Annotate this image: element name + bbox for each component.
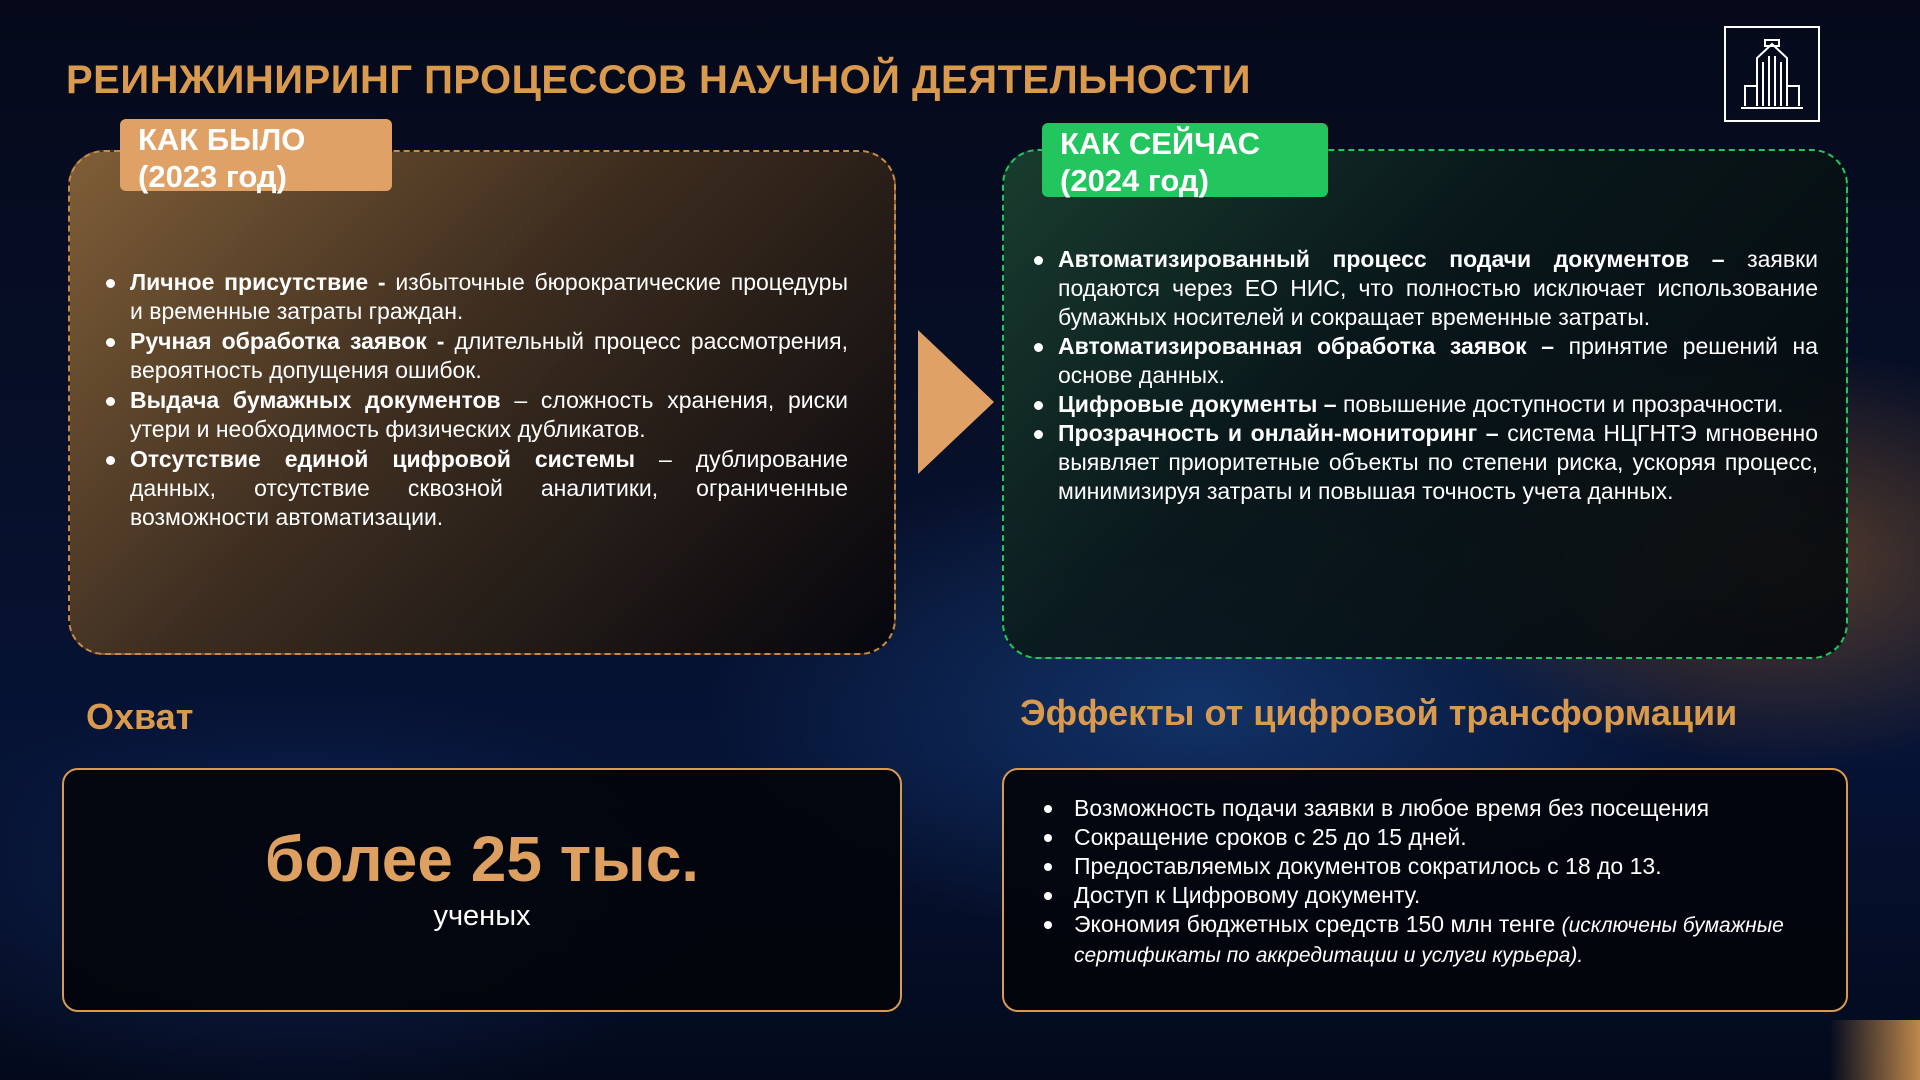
- building-logo-icon: [1724, 26, 1820, 122]
- item-bold: Личное присутствие -: [130, 269, 386, 295]
- coverage-heading: Охват: [86, 696, 194, 737]
- item-bold: Прозрачность и онлайн-мониторинг –: [1058, 420, 1499, 446]
- after-tag: [1042, 123, 1328, 197]
- item-bold: Выдача бумажных документов: [130, 387, 501, 413]
- item-note: (исключены бумажные сертификаты по аккредитации и услуги курьера).: [1074, 914, 1784, 967]
- list-item: Доступ к Цифровому документу.: [1038, 881, 1838, 910]
- list-item: [102, 445, 848, 532]
- list-item: [102, 327, 848, 385]
- before-tag-year: (2023 год): [138, 159, 287, 194]
- list-item: Предоставляемых документов сократилось с 18 до 13.: [1038, 852, 1838, 881]
- list-item: [1038, 910, 1838, 970]
- list-item: [102, 268, 848, 326]
- item-text: длительный процесс рассмотрения, вероятность допущения ошибок.: [130, 328, 848, 383]
- after-tag-title: КАК СЕЙЧАС: [1060, 126, 1260, 161]
- item-text: повышение доступности и прозрачности.: [1336, 391, 1784, 417]
- item-bold: Отсутствие единой цифровой системы: [130, 446, 635, 472]
- item-text: – дублирование данных, отсутствие сквозной аналитики, ограниченные возможности автоматизации.: [130, 446, 848, 530]
- item-text: заявки подаются через ЕО НИС, что полностью исключает использование бумажных носителей и сокращает временные затраты.: [1058, 246, 1819, 330]
- item-bold: Автоматизированный процесс подачи документов –: [1058, 246, 1725, 272]
- list-item: [1030, 245, 1818, 332]
- before-list: [102, 268, 848, 533]
- arrow-right-icon: [918, 330, 994, 474]
- after-list: [1030, 245, 1818, 506]
- building-logo-icon-graphic: [1737, 36, 1807, 112]
- coverage-box: [62, 768, 902, 1012]
- effects-heading: Эффекты от цифровой трансформации: [1020, 692, 1738, 733]
- item-text: принятие решений на основе данных.: [1058, 333, 1818, 388]
- item-bold: Цифровые документы –: [1058, 391, 1337, 417]
- after-tag-year: (2024 год): [1060, 163, 1209, 198]
- item-text: избыточные бюрократические процедуры и временные затраты граждан.: [130, 269, 848, 324]
- item-bold: Автоматизированная обработка заявок –: [1058, 333, 1555, 359]
- corner-accent: [1830, 1020, 1920, 1080]
- list-item: Сокращение сроков с 25 до 15 дней.: [1038, 823, 1838, 852]
- list-item: [1030, 332, 1818, 390]
- before-tag: [120, 119, 392, 194]
- item-text: Экономия бюджетных средств 150 млн тенге: [1074, 911, 1562, 937]
- item-bold: Ручная обработка заявок -: [130, 328, 445, 354]
- item-text: – сложность хранения, риски утери и необходимость физических дубликатов.: [130, 387, 848, 442]
- list-item: [102, 386, 848, 444]
- item-text: система НЦГНТЭ мгновенно выявляет приоритетные объекты по степени риска, ускоряя процесс, минимизируя затраты и повышая точность учета данных.: [1058, 420, 1818, 504]
- coverage-value: более 25 тыс.: [264, 823, 700, 895]
- list-item: [1030, 390, 1818, 419]
- list-item: [1030, 419, 1818, 506]
- list-item: Возможность подачи заявки в любое время без посещения: [1038, 794, 1838, 823]
- effects-list: [1038, 794, 1838, 970]
- page-title: РЕИНЖИНИРИНГ ПРОЦЕССОВ НАУЧНОЙ ДЕЯТЕЛЬНОСТИ: [66, 58, 1251, 102]
- before-tag-title: КАК БЫЛО: [138, 122, 306, 157]
- coverage-unit: ученых: [433, 900, 531, 932]
